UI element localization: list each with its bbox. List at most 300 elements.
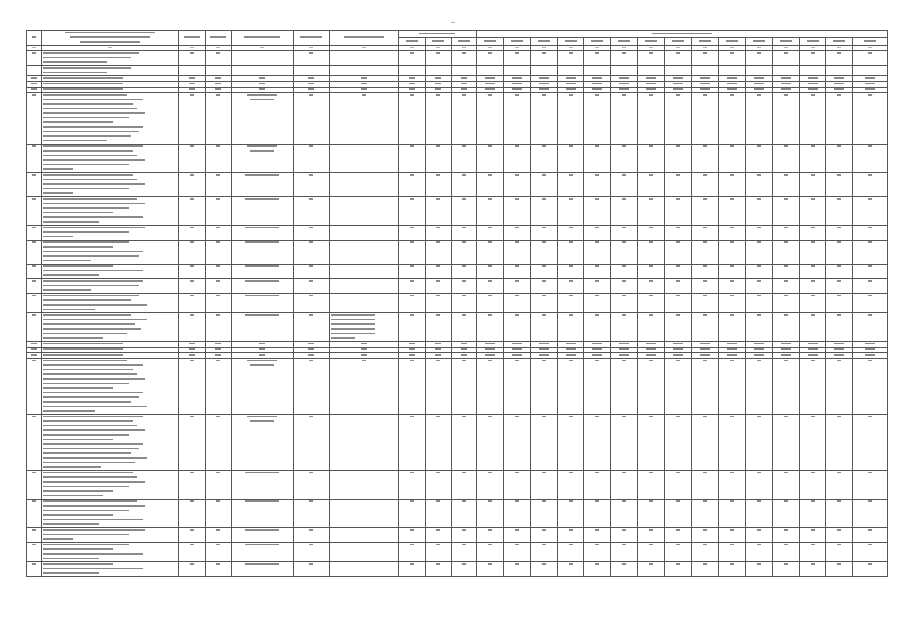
table-cell xyxy=(745,197,772,226)
table-cell xyxy=(772,313,799,342)
table-cell xyxy=(772,197,799,226)
table-row xyxy=(27,279,888,294)
table-cell xyxy=(330,93,398,145)
table-cell xyxy=(398,294,425,313)
column-header-sub xyxy=(398,38,425,46)
table-cell xyxy=(293,499,330,528)
table-cell xyxy=(718,197,745,226)
table-cell xyxy=(772,66,799,76)
table-cell xyxy=(665,294,692,313)
table-cell xyxy=(638,240,665,264)
table-row xyxy=(27,264,888,279)
column-header-number xyxy=(27,31,42,46)
table-cell xyxy=(27,51,42,66)
table-cell xyxy=(205,499,232,528)
table-cell xyxy=(584,51,611,66)
table-cell xyxy=(452,294,476,313)
table-cell xyxy=(665,528,692,543)
table-cell xyxy=(584,144,611,173)
table-cell xyxy=(611,358,638,414)
table-cell xyxy=(799,225,826,240)
table-row xyxy=(27,66,888,76)
column-header-sub xyxy=(692,38,719,46)
table-cell xyxy=(27,499,42,528)
column-header-sub xyxy=(665,38,692,46)
table-cell xyxy=(853,225,888,240)
table-cell xyxy=(826,51,853,66)
table-cell xyxy=(718,499,745,528)
table-cell xyxy=(718,294,745,313)
row-name-cell xyxy=(41,414,178,470)
table-cell xyxy=(503,294,530,313)
table-cell xyxy=(27,144,42,173)
row-name-cell xyxy=(41,197,178,226)
table-cell xyxy=(611,528,638,543)
table-cell xyxy=(330,144,398,173)
table-cell xyxy=(826,499,853,528)
column-header-sub xyxy=(611,38,638,46)
table-cell xyxy=(476,528,503,543)
table-cell xyxy=(557,294,584,313)
table-cell xyxy=(853,197,888,226)
table-cell xyxy=(745,358,772,414)
table-cell xyxy=(718,358,745,414)
table-cell xyxy=(452,542,476,561)
table-cell xyxy=(799,264,826,279)
table-cell xyxy=(584,471,611,500)
table-cell xyxy=(425,66,452,76)
table-cell xyxy=(611,313,638,342)
table-cell xyxy=(330,471,398,500)
column-header-unit xyxy=(178,31,205,46)
table-cell xyxy=(692,93,719,145)
table-cell xyxy=(476,499,503,528)
table-cell xyxy=(799,66,826,76)
table-cell xyxy=(799,358,826,414)
table-cell xyxy=(232,562,293,577)
table-cell xyxy=(398,93,425,145)
table-cell xyxy=(503,542,530,561)
table-cell xyxy=(205,279,232,294)
table-cell xyxy=(330,414,398,470)
table-row xyxy=(27,499,888,528)
table-cell xyxy=(503,313,530,342)
table-cell xyxy=(745,66,772,76)
table-cell xyxy=(826,542,853,561)
table-cell xyxy=(772,414,799,470)
table-cell xyxy=(611,279,638,294)
table-cell xyxy=(638,294,665,313)
table-cell xyxy=(398,414,425,470)
table-cell xyxy=(232,197,293,226)
table-cell xyxy=(232,358,293,414)
table-cell xyxy=(772,51,799,66)
table-cell xyxy=(584,279,611,294)
table-cell xyxy=(452,240,476,264)
table-cell xyxy=(476,414,503,470)
table-cell xyxy=(476,264,503,279)
table-cell xyxy=(205,471,232,500)
table-cell xyxy=(27,66,42,76)
table-cell xyxy=(330,279,398,294)
column-header-document xyxy=(293,31,330,46)
table-cell xyxy=(638,499,665,528)
table-cell xyxy=(27,173,42,197)
table-cell xyxy=(718,66,745,76)
table-cell xyxy=(557,528,584,543)
table-cell xyxy=(205,313,232,342)
table-cell xyxy=(665,562,692,577)
table-cell xyxy=(452,528,476,543)
table-cell xyxy=(425,93,452,145)
table-cell xyxy=(27,240,42,264)
table-cell xyxy=(557,279,584,294)
table-cell xyxy=(799,471,826,500)
table-cell xyxy=(503,197,530,226)
table-cell xyxy=(330,499,398,528)
table-cell xyxy=(692,471,719,500)
table-cell xyxy=(232,313,293,342)
table-cell xyxy=(799,313,826,342)
column-header-sub xyxy=(745,38,772,46)
table-cell xyxy=(745,240,772,264)
table-cell xyxy=(27,294,42,313)
table-cell xyxy=(665,499,692,528)
table-cell xyxy=(799,197,826,226)
table-cell xyxy=(530,144,557,173)
table-cell xyxy=(772,562,799,577)
table-cell xyxy=(745,542,772,561)
table-cell xyxy=(692,240,719,264)
table-cell xyxy=(293,294,330,313)
table-cell xyxy=(398,499,425,528)
table-cell xyxy=(853,240,888,264)
table-cell xyxy=(772,542,799,561)
table-cell xyxy=(232,294,293,313)
table-cell xyxy=(745,173,772,197)
table-cell xyxy=(584,358,611,414)
table-cell xyxy=(772,499,799,528)
table-cell xyxy=(27,358,42,414)
table-cell xyxy=(452,562,476,577)
table-cell xyxy=(452,225,476,240)
table-cell xyxy=(232,51,293,66)
table-cell xyxy=(503,240,530,264)
table-cell xyxy=(799,499,826,528)
table-cell xyxy=(826,279,853,294)
table-cell xyxy=(692,499,719,528)
table-cell xyxy=(27,562,42,577)
table-cell xyxy=(178,240,205,264)
table-cell xyxy=(853,66,888,76)
table-cell xyxy=(530,414,557,470)
table-cell xyxy=(584,66,611,76)
table-cell xyxy=(745,528,772,543)
table-row xyxy=(27,240,888,264)
table-cell xyxy=(232,240,293,264)
table-cell xyxy=(557,499,584,528)
table-cell xyxy=(718,279,745,294)
table-cell xyxy=(398,313,425,342)
table-cell xyxy=(853,499,888,528)
table-cell xyxy=(205,93,232,145)
table-cell xyxy=(398,358,425,414)
table-cell xyxy=(799,414,826,470)
table-cell xyxy=(718,93,745,145)
table-cell xyxy=(718,313,745,342)
table-cell xyxy=(692,51,719,66)
table-cell xyxy=(530,471,557,500)
table-cell xyxy=(330,66,398,76)
table-cell xyxy=(178,358,205,414)
table-cell xyxy=(452,414,476,470)
table-cell xyxy=(330,197,398,226)
table-row xyxy=(27,358,888,414)
table-cell xyxy=(293,358,330,414)
table-cell xyxy=(772,471,799,500)
table-cell xyxy=(398,279,425,294)
table-cell xyxy=(638,264,665,279)
table-cell xyxy=(557,144,584,173)
table-cell xyxy=(853,144,888,173)
table-cell xyxy=(772,173,799,197)
table-cell xyxy=(638,173,665,197)
table-cell xyxy=(665,51,692,66)
table-cell xyxy=(330,294,398,313)
table-cell xyxy=(476,240,503,264)
table-cell xyxy=(826,294,853,313)
table-cell xyxy=(293,279,330,294)
table-cell xyxy=(205,264,232,279)
table-cell xyxy=(530,313,557,342)
table-cell xyxy=(799,240,826,264)
table-cell xyxy=(853,471,888,500)
table-cell xyxy=(27,225,42,240)
table-cell xyxy=(826,144,853,173)
table-cell xyxy=(330,173,398,197)
table-cell xyxy=(772,279,799,294)
table-cell xyxy=(799,279,826,294)
table-cell xyxy=(232,144,293,173)
table-cell xyxy=(293,51,330,66)
table-cell xyxy=(611,51,638,66)
table-cell xyxy=(745,562,772,577)
table-cell xyxy=(638,197,665,226)
table-cell xyxy=(772,358,799,414)
table-cell xyxy=(398,264,425,279)
table-cell xyxy=(665,144,692,173)
column-header-sub xyxy=(425,38,452,46)
table-cell xyxy=(452,471,476,500)
table-cell xyxy=(584,264,611,279)
table-cell xyxy=(772,264,799,279)
table-cell xyxy=(452,264,476,279)
table-cell xyxy=(205,240,232,264)
table-cell xyxy=(293,144,330,173)
table-cell xyxy=(530,562,557,577)
table-cell xyxy=(692,197,719,226)
table-cell xyxy=(330,51,398,66)
table-cell xyxy=(853,173,888,197)
column-header-sub xyxy=(557,38,584,46)
table-cell xyxy=(425,499,452,528)
table-cell xyxy=(293,197,330,226)
row-name-cell xyxy=(41,358,178,414)
table-cell xyxy=(638,313,665,342)
table-cell xyxy=(799,294,826,313)
table-cell xyxy=(398,144,425,173)
table-cell xyxy=(205,528,232,543)
table-cell xyxy=(611,562,638,577)
table-cell xyxy=(398,225,425,240)
table-cell xyxy=(398,562,425,577)
table-cell xyxy=(665,414,692,470)
row-name-cell xyxy=(41,499,178,528)
column-header-sub xyxy=(772,38,799,46)
table-cell xyxy=(611,240,638,264)
table-cell xyxy=(638,225,665,240)
table-cell xyxy=(745,144,772,173)
table-cell xyxy=(826,197,853,226)
table-cell xyxy=(799,542,826,561)
table-cell xyxy=(584,499,611,528)
column-header-sub xyxy=(476,38,503,46)
table-cell xyxy=(425,264,452,279)
table-cell xyxy=(503,358,530,414)
table-cell xyxy=(503,528,530,543)
table-cell xyxy=(584,173,611,197)
table-cell xyxy=(425,225,452,240)
table-cell xyxy=(27,93,42,145)
table-cell xyxy=(205,294,232,313)
table-cell xyxy=(826,528,853,543)
table-cell xyxy=(503,279,530,294)
row-name-cell xyxy=(41,279,178,294)
table-cell xyxy=(665,240,692,264)
table-cell xyxy=(178,93,205,145)
table-cell xyxy=(638,528,665,543)
table-cell xyxy=(638,542,665,561)
table-cell xyxy=(178,414,205,470)
table-cell xyxy=(293,313,330,342)
table-cell xyxy=(718,173,745,197)
table-cell xyxy=(745,414,772,470)
column-header-sub xyxy=(638,38,665,46)
page-number xyxy=(0,20,905,26)
table-cell xyxy=(665,225,692,240)
table-cell xyxy=(452,197,476,226)
table-cell xyxy=(476,279,503,294)
table-cell xyxy=(27,279,42,294)
table-cell xyxy=(503,66,530,76)
table-cell xyxy=(232,499,293,528)
table-cell xyxy=(27,414,42,470)
table-cell xyxy=(425,144,452,173)
table-cell xyxy=(293,173,330,197)
table-cell xyxy=(584,240,611,264)
table-cell xyxy=(611,414,638,470)
table-cell xyxy=(745,51,772,66)
table-cell xyxy=(178,264,205,279)
table-cell xyxy=(530,66,557,76)
table-cell xyxy=(232,414,293,470)
table-cell xyxy=(692,294,719,313)
table-cell xyxy=(665,173,692,197)
table-cell xyxy=(398,51,425,66)
table-cell xyxy=(530,499,557,528)
table-cell xyxy=(398,197,425,226)
table-cell xyxy=(293,528,330,543)
table-cell xyxy=(425,528,452,543)
table-cell xyxy=(530,542,557,561)
table-cell xyxy=(557,414,584,470)
column-header-method xyxy=(232,31,293,46)
table-cell xyxy=(826,562,853,577)
table-cell xyxy=(293,562,330,577)
table-cell xyxy=(745,225,772,240)
table-cell xyxy=(476,51,503,66)
column-header-type xyxy=(205,31,232,46)
table-cell xyxy=(530,358,557,414)
table-cell xyxy=(826,313,853,342)
table-cell xyxy=(692,528,719,543)
table-cell xyxy=(584,542,611,561)
table-row xyxy=(27,528,888,543)
table-cell xyxy=(398,542,425,561)
table-cell xyxy=(27,471,42,500)
table-cell xyxy=(826,66,853,76)
table-cell xyxy=(611,471,638,500)
table-row xyxy=(27,93,888,145)
table-cell xyxy=(665,313,692,342)
table-cell xyxy=(718,51,745,66)
table-cell xyxy=(425,51,452,66)
column-header-group-values xyxy=(476,31,887,38)
table-cell xyxy=(772,144,799,173)
table-cell xyxy=(557,562,584,577)
table-cell xyxy=(330,313,398,342)
table-cell xyxy=(557,173,584,197)
row-name-cell xyxy=(41,562,178,577)
table-cell xyxy=(178,144,205,173)
table-cell xyxy=(557,313,584,342)
table-row xyxy=(27,471,888,500)
table-cell xyxy=(293,264,330,279)
table-cell xyxy=(557,471,584,500)
table-cell xyxy=(718,414,745,470)
table-cell xyxy=(853,414,888,470)
table-cell xyxy=(398,66,425,76)
table-cell xyxy=(452,358,476,414)
table-cell xyxy=(665,66,692,76)
column-header-sub xyxy=(853,38,888,46)
table-cell xyxy=(476,93,503,145)
table-cell xyxy=(584,197,611,226)
table-cell xyxy=(584,528,611,543)
table-cell xyxy=(530,93,557,145)
table-cell xyxy=(557,197,584,226)
column-header-sub xyxy=(718,38,745,46)
table-cell xyxy=(425,562,452,577)
table-row xyxy=(27,562,888,577)
table-cell xyxy=(826,240,853,264)
row-name-cell xyxy=(41,313,178,342)
table-cell xyxy=(530,528,557,543)
row-name-cell xyxy=(41,173,178,197)
table-cell xyxy=(205,197,232,226)
table-cell xyxy=(503,499,530,528)
table-cell xyxy=(425,542,452,561)
